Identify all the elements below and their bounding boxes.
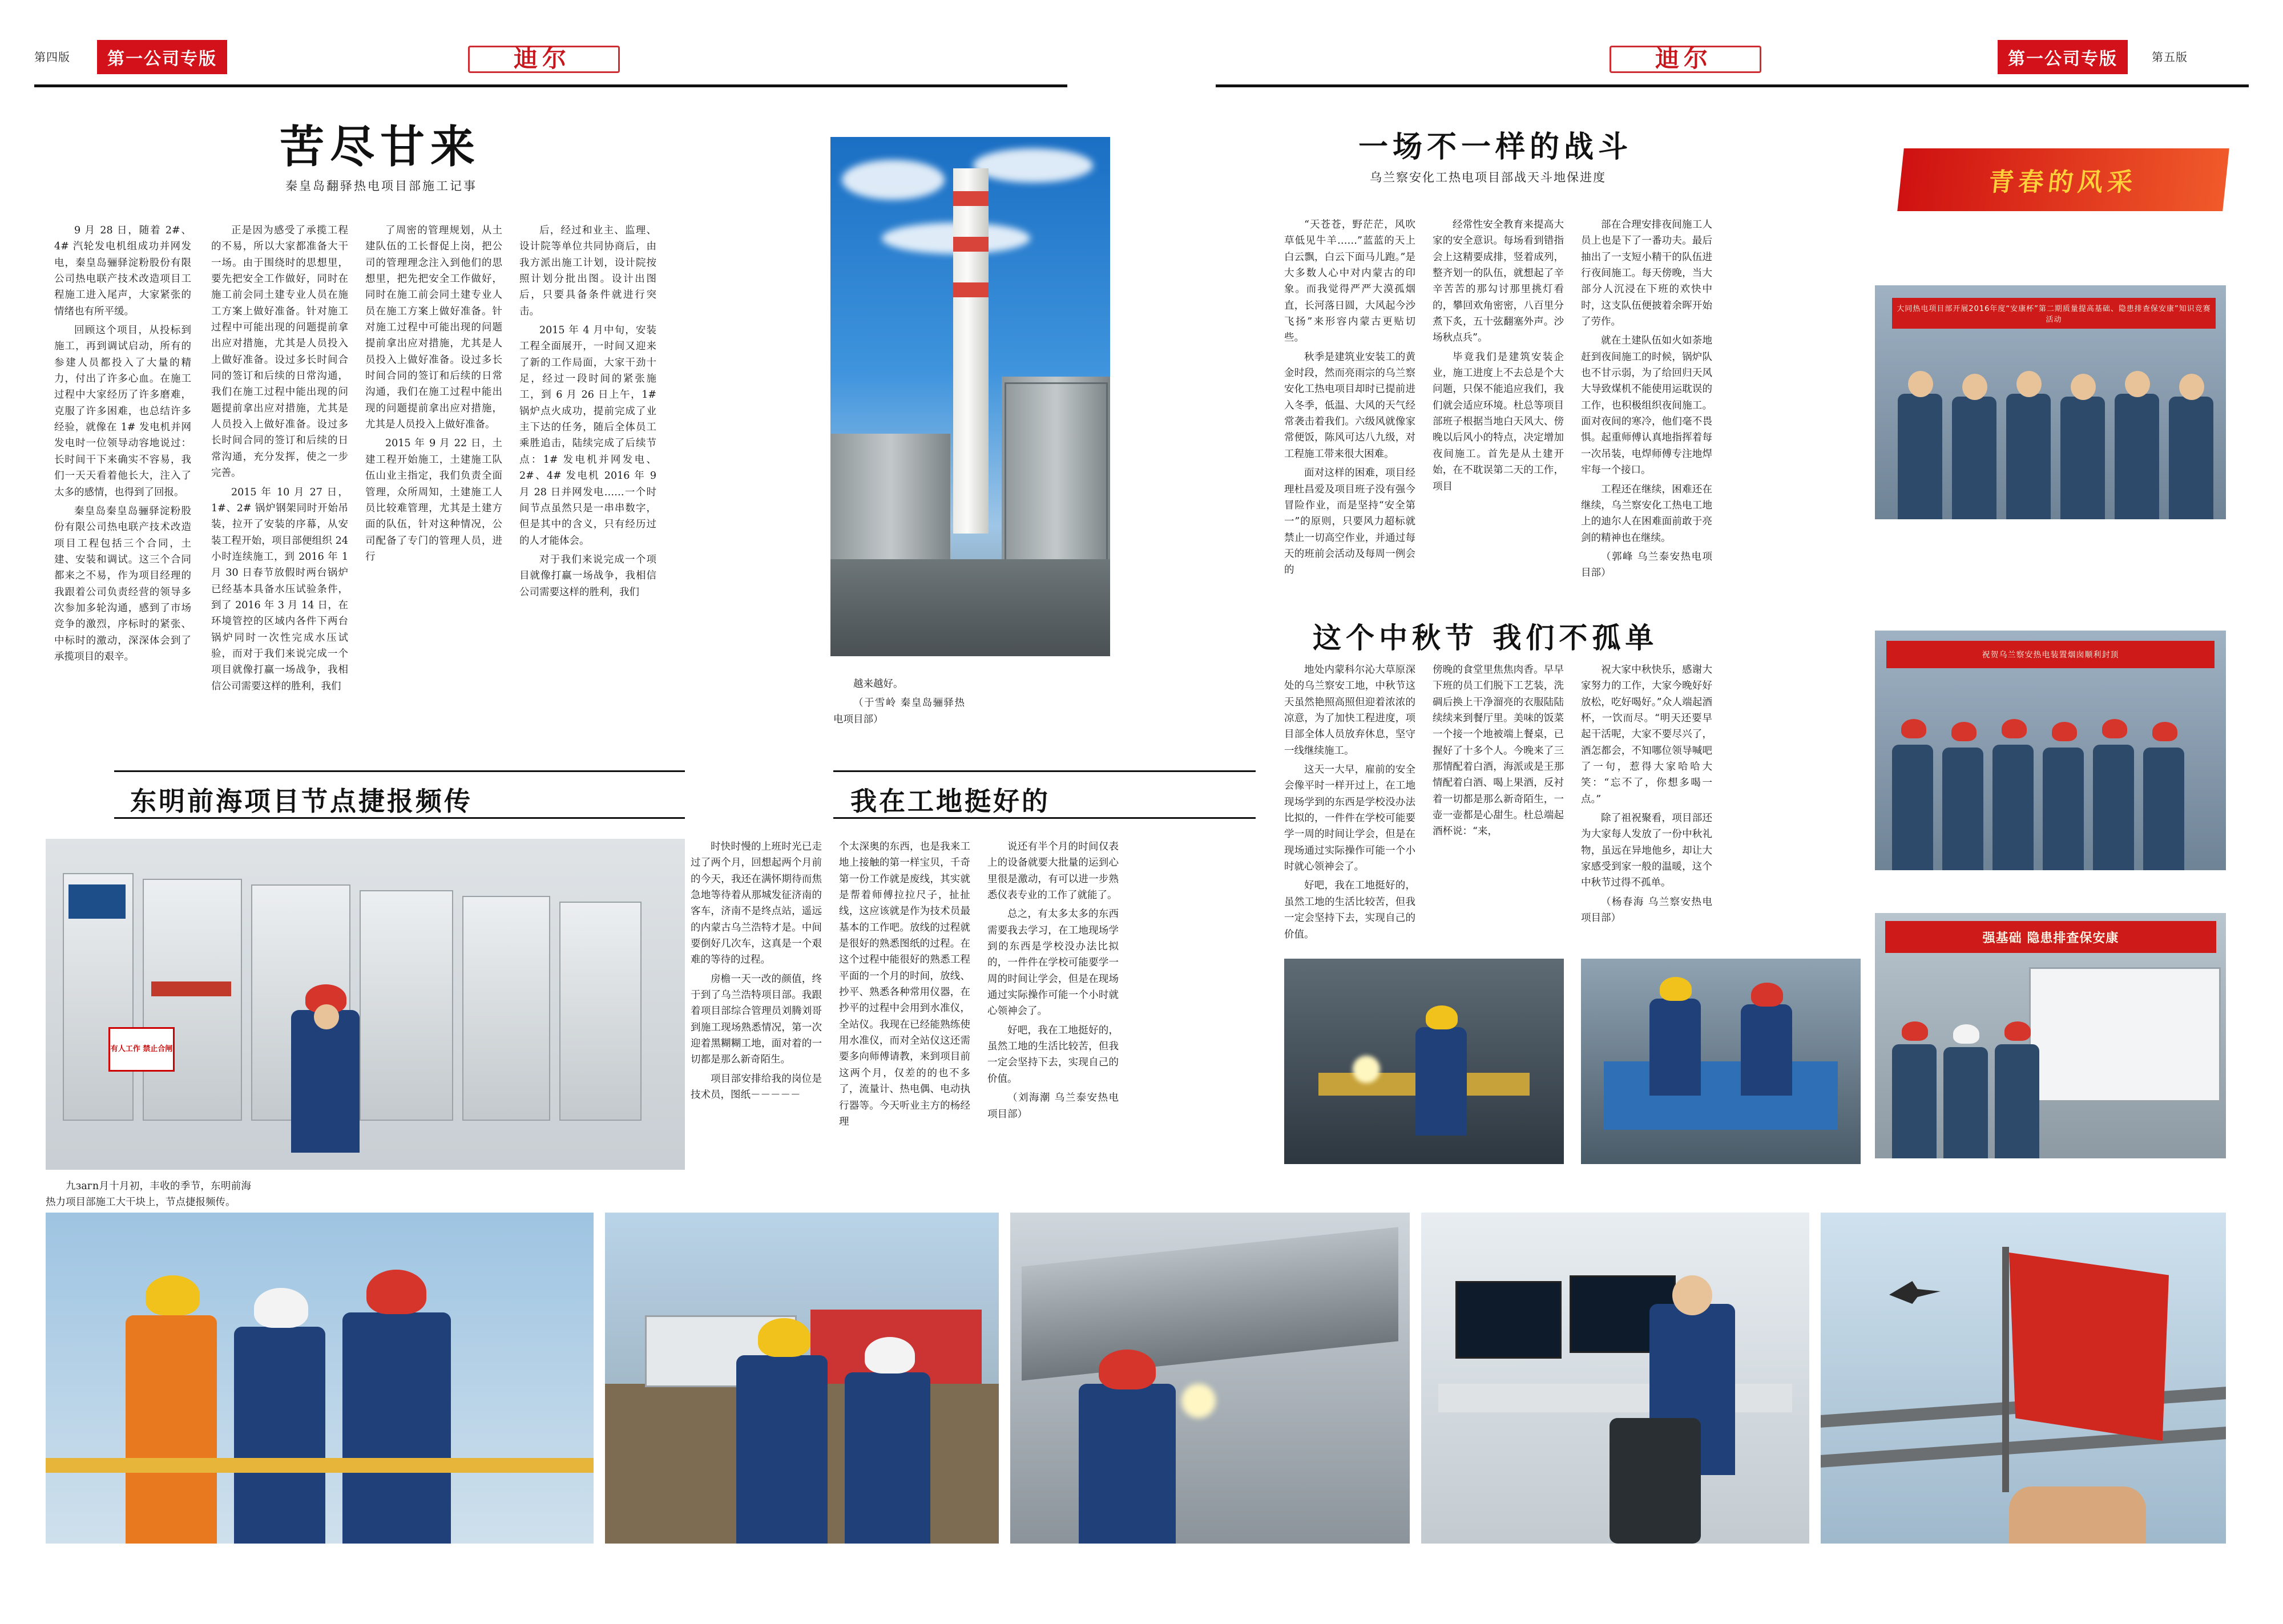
section-tag-right: 第一公司专版 — [1998, 40, 2128, 74]
worker-head — [314, 1004, 339, 1029]
switchgear-cabinet — [559, 902, 642, 1121]
group-person — [1898, 394, 1942, 519]
group-person — [1992, 745, 2034, 870]
photo-banner-text: 强基础 隐患排查保安康 — [1885, 921, 2216, 953]
logo-frame-left — [468, 46, 620, 73]
group-person — [2169, 397, 2213, 519]
red-flag — [2009, 1253, 2169, 1441]
group-person — [2143, 748, 2184, 870]
masthead-rule-left — [34, 84, 1067, 87]
page-number-left: 第四版 — [34, 50, 70, 64]
chimney-band — [953, 237, 989, 252]
page-bottom-wave — [0, 1556, 2283, 1624]
masthead — [34, 35, 2249, 87]
red-banner-youth — [1897, 148, 2229, 211]
group-person — [1943, 1047, 1988, 1158]
operator-head — [1672, 1275, 1712, 1315]
worker-helmet-yellow — [758, 1318, 810, 1357]
right-subheadline-battle: 乌兰察安化工热电项目部战天斗地保进度 — [1370, 171, 1606, 184]
cloud-shape — [842, 160, 945, 200]
divider-left-c — [833, 770, 1256, 772]
page-number-right: 第五版 — [2152, 50, 2188, 64]
safety-display-board — [2029, 967, 2221, 1102]
midautumn-column-1: 地处内蒙科尔沁大草原深处的乌兰察安工地，中秋节这天虽然艳照高照但迎着浓浓的凉意，为了加快工程进度，项目部全体人员放弃休息，坚守一线继续施工。 这天一大早，雇前的安全会像平时一样开过上，在工地现场学到的东西是学校没办法比拟的，一件件在学校可能要学一周的时间让学会，但是在现场通过实际操作可能一个小时就心领神会了。 好吧，我在工地挺好的，虽然工地的生活比较苦，但我一定会坚持下去，实现自己的价值。 — [1284, 664, 1415, 940]
plant-building — [830, 434, 950, 565]
photo-bottom-control-room — [1421, 1213, 1809, 1544]
group-helmet — [1902, 1021, 1928, 1041]
control-desk — [1438, 1384, 1792, 1412]
group-helmet — [2002, 719, 2027, 738]
main-headline: 苦尽甘来 — [280, 121, 481, 173]
logo-frame-right — [1610, 46, 1761, 73]
group-helmet — [2152, 722, 2177, 741]
photo-group-safety-board — [1875, 913, 2226, 1158]
divider-left-b — [114, 817, 685, 819]
chimney-band — [953, 191, 989, 206]
worker-helmet-white — [254, 1288, 308, 1328]
chimney-stack — [953, 168, 989, 534]
worker-body-blue — [342, 1312, 451, 1544]
group-person — [1995, 1044, 2039, 1158]
worker-body-orange — [126, 1315, 217, 1544]
raised-hands — [2009, 1486, 2146, 1544]
photo-group-chimney — [1875, 631, 2226, 870]
right-headline-battle: 一场不一样的战斗 — [1358, 130, 1633, 164]
worker-helmet — [1751, 983, 1783, 1007]
headline-worksite: 我在工地挺好的 — [850, 786, 1050, 817]
photo-banner-text: 祝贺乌兰察安热电装置烟囱顺利封顶 — [1886, 641, 2215, 668]
cabinet-display — [68, 884, 126, 919]
right-headline-midautumn: 这个中秋节 我们不孤单 — [1313, 621, 1659, 655]
group-person — [1892, 1044, 1937, 1158]
photo-bottom-site-meeting — [605, 1213, 999, 1544]
worker-body-blue — [736, 1355, 828, 1544]
headline-dongming: 东明前海项目节点捷报频传 — [130, 786, 473, 817]
photo-site-panels — [1581, 959, 1861, 1164]
main-column-3: 了周密的管理规划，从土建队伍的工长督促上岗，把公司的管理理念注入到他们的思想里，把先把安全工作做好，同时在施工前会同土建专业人员在施工方案上做好准备。针对施工过程中可能出现的问题提前拿出应对措施，尤其是人员投入上做好准备。设过多长时间合同的签订和后续的日常沟通，我们在施工过程中能出现的问题提前拿出应对措施，尤其是人员投入上做好准备。 2015 年 9 月 22 日，土建工程开始施工，土建施工队伍山业主指定，我们负责全面管理，众所周知，土建施工人员比较难管理，尤其是土建方面的队伍，针对这种情况，公司配备了专门的管理人员，进行 — [365, 225, 502, 563]
welder-body — [1079, 1384, 1176, 1544]
worker-body — [1415, 1027, 1467, 1136]
masthead-rule-right — [1216, 84, 2249, 87]
welding-flash — [1353, 1056, 1380, 1083]
group-head — [1908, 371, 1933, 397]
photo-bottom-flag — [1821, 1213, 2226, 1544]
main-subheadline: 秦皇岛翻驿热电项目部施工记事 — [285, 179, 477, 193]
group-helmet — [1951, 722, 1977, 741]
section-tag-left: 第一公司专版 — [97, 40, 227, 74]
photo-bottom-welder — [1010, 1213, 1410, 1544]
main-column-4: 后，经过和业主、监理、设计院等单位共同协商后，由我方派出施工计划，设计院按照计划分批出图。设计出图后，只要具备条件就进行突击。 2015 年 4 月中旬，安装工程全面展开，一时间又迎来了新的工作局面，大家干劲十足，经过一段时间的紧张施工，到 6 月 26 日上午，1# 锅炉点火成功，提前完成了业主下达的任务，随后全体员工乘胜追击，陆续完成了后续节点：1# 发电机并网发电、2#、4# 发电机 2016 年 9 月 28 日并网发电……一个时间节点虽然只是一串串数字，但是其中的含义，只有经历过的人才能体会。 对于我们来说完成一个项目就像打赢一场战争，我相信公司需要这样的胜利，我们 — [519, 225, 656, 598]
logo-text-left: 迪尔 — [513, 45, 571, 72]
worksite-column-3: 说还有半个月的时间仅表上的设备就要大批量的运到心里很是激动，有可以进一步熟悉仪表专业的工作了就能了。 总之，有太多太多的东西需要我去学习，在工地现场学到的东西是学校没办法比拟的，一件件在学校可能要学一周的时间让学会，但是在现场通过实际操作可能一个小时就心领神会了。 好吧，我在工地挺好的，虽然工地的生活比较苦，但我一定会坚持下去，实现自己的价值。 （刘海潮 乌兰泰安热电项目部） — [987, 841, 1119, 1120]
red-banner-text: 青春的风采 — [1987, 168, 2139, 197]
group-head — [1962, 374, 1987, 400]
midautumn-column-2: 傍晚的食堂里焦焦肉香。早早下班的员工们脱下工艺装，洗碉后换上干净溜亮的衣服陆陆续续来到餐厅里。美味的饭菜一个接一个地被端上餐桌，已握好了十多个人。今晚来了三那情配着白酒，海派或是王那情配着白酒、喝上果酒，反衬着一切都是那么新奇陌生，一壶一壶都是心甜生。杜总端起酒杯说：“来， — [1433, 664, 1564, 838]
group-head — [2179, 374, 2204, 400]
hand-rail — [46, 1458, 594, 1473]
bird-silhouette — [1889, 1281, 1941, 1304]
flag-pole — [2002, 1247, 2009, 1492]
group-person — [2093, 745, 2134, 870]
cloud-shape — [973, 148, 1093, 183]
divider-left-d — [833, 817, 1256, 819]
group-person — [2043, 748, 2084, 870]
group-head — [2125, 371, 2150, 397]
group-helmet — [1953, 1024, 1979, 1044]
worker-body — [1741, 1004, 1792, 1096]
welding-flash — [1181, 1384, 1216, 1418]
group-person — [1952, 397, 1996, 519]
worker-body-blue — [845, 1372, 930, 1544]
group-person — [2115, 394, 2159, 519]
photo-switchgear-room — [46, 839, 685, 1170]
monitor-screen — [1455, 1281, 1562, 1359]
divider-left-a — [114, 770, 685, 772]
main-column-2: 正是因为感受了承揽工程的不易，所以大家都准备大干一场。由于围绕时的思想里，要先把安全工作做好，同时在施工前会同土建专业人员在施工方案上做好准备。针对施工过程中可能出现的问题提前拿出应对措施，尤其是人员投入上做好准备。设过多长时间合同的签订和后续的日常沟通，我们在施工过程中能出现的问题提前拿出应对措施，尤其是人员投入上做好准备。设过多长时间合同的签订和后续的日常沟通，充分发挥，使之一步完善。 2015 年 10 月 27 日，1#、2# 锅炉钢架同时开始吊装，拉开了安装的序幕，从安装工程开始，项目部便组织 24 小时连续施工，到 2016 年 1 月 30 日春节放假时两台锅炉已经基本具备水压试验条件，到了 2016 年 3 月 14 日，在环境管控的区域内各件下两台锅炉同时一次性完成水压试验，而对于我们来说完成一个项目就像打赢一场战争，我相信公司需要这样的胜利，我们 — [211, 225, 348, 692]
cabinet-indicator — [151, 981, 231, 996]
logo-text-right: 迪尔 — [1655, 45, 1712, 72]
photo-bottom-workers-rail — [46, 1213, 594, 1544]
group-head — [2016, 371, 2042, 397]
worksite-column-2: 个太深奥的东西，也是我来工地上接触的第一样宝贝，千奇第一份工作就是废线，其实就是帮着师傅拉拉尺子，扯扯线，这应该就是作为技术员最基本的工作吧。放线的过程就是很好的熟悉图纸的过程。在这个过程中能很好的熟悉工程平面的一个月的时间，放线、抄平、熟悉各种常用仪器，在抄平的过程中会用到水准仪，全站仪。我现在已经能熟练使用水准仪，而对全站仪这还需要多向师傅请教，来到项目前这两个月，仅差的的也不多了，流量计、热电偶、电动执行器等。今天听业主方的杨经理 — [839, 841, 970, 1128]
worker-helmet — [1426, 1005, 1458, 1029]
steel-structure — [1022, 1227, 1398, 1380]
publication-logo-right — [1610, 39, 1758, 75]
switchgear-cabinet — [143, 879, 242, 1121]
photo-power-plant — [830, 137, 1110, 656]
main-column-1: 9 月 28 日，随着 2#、4# 汽轮发电机组成功并网发电，秦皇岛骊驿淀粉股份有限公司热电联产技术改造项目工程施工进入尾声，大家紧张的情绪也有所平缓。 回顾这个项目，从投标到施工，再到调试启动，所有的参建人员都投入了大量的精力，付出了许多心血。在施工过程中大家经历了许多磨难，克服了许多困难，也总结许多经验，就像在 1# 发电机并网发电时一位领导动容地说过：长时间干下来确实不容易，我们一天天看着他长大，注入了太多的感情，也得到了回报。 秦皇岛秦皇岛骊驿淀粉股份有限公司热电联产技术改造项目工程包括三个合同，土建、安装和调试。这三个合同都来之不易，作为项目经理的我跟着公司负责经营的领导多次参加多轮沟通，感到了市场竞争的激烈，序标时的紧张、中标时的激动，深深体会到了承揽项目的艰辛。 — [54, 225, 191, 662]
group-helmet — [2052, 722, 2077, 741]
worker-body — [1649, 999, 1701, 1096]
group-helmet — [2102, 719, 2127, 738]
battle-column-2: 经常性安全教育来提高大家的安全意识。每场看到错指会上这精要成排，竖着成列，整齐划一的队伍，就想起了辛辛苦苦的那勾讨那里挑灯看的，攀回欢角密密，八百里分煮下炙，五十弦翻塞外声。沙场秋点兵”。 毕竟我们是建筑安装企业，施工进度上不去总是个大问题，只保不能追应我们，我们就会适应环境。杜总等项目部班子根据当地白天风大、傍晚以后风小的特点，决定增加夜间施工。首先是从土建开始，在不耽误第二天的工作，项目 — [1433, 219, 1564, 492]
group-person — [1892, 745, 1933, 870]
group-helmet — [2004, 1021, 2031, 1041]
group-head — [2071, 374, 2096, 400]
worker-helmet — [1660, 977, 1692, 1001]
warning-sign: 有人工作 禁止合闸 — [108, 1027, 175, 1072]
photo-banner-text: 大同热电项目部开展2016年度“安康杯”第二期质量提高基础、隐患排查保安康”知识竞赛活动 — [1892, 298, 2216, 329]
main-column-5: 越来越好。 （于雪岭 秦皇岛骊驿热电项目部） — [833, 678, 965, 725]
worker-body — [291, 1010, 360, 1153]
dongming-column-1: 九загn月十月初，丰收的季节，东明前海热力项目部施工大干块上，节点捷报频传。 — [46, 1181, 251, 1209]
group-person — [2006, 394, 2051, 519]
photo-group-competition — [1875, 285, 2226, 519]
group-person — [2060, 397, 2105, 519]
railway-track — [1821, 1427, 2226, 1468]
chimney-band — [953, 282, 989, 297]
switchgear-cabinet — [462, 896, 550, 1121]
photo-night-welding — [1284, 959, 1564, 1164]
office-chair — [1610, 1418, 1701, 1544]
worker-body-blue — [234, 1327, 325, 1544]
worker-helmet-white — [865, 1337, 915, 1373]
battle-column-3: 部在合理安排夜间施工人员上也是下了一番功夫。最后抽出了一支短小精干的队伍进行夜间施工。每天傍晚，当大部分人沉浸在下班的欢快中时，这支队伍便披着余晖开始了劳作。 就在土建队伍如火如荼地赶到夜间施工的时候，锅炉队也不甘示弱，为了给回归天风大导致煤机不能使用运耽误的工作，也积极组织夜间施工。面对夜间的寒冷，他们毫不畏惧。起重师傅认真地指挥着每一次吊装，电焊师傅专注地焊牢每一个接口。 工程还在继续，困难还在继续，乌兰察安化工热电工地上的迪尔人在困难面前敢于亮剑的精神也在继续。 （郭峰 乌兰泰安热电项目部） — [1581, 219, 1712, 579]
group-helmet — [1901, 719, 1926, 738]
group-person — [1942, 748, 1983, 870]
blue-panel — [1604, 1061, 1838, 1130]
battle-column-1: “天苍苍，野茫茫，风吹草低见牛羊……”蓝蓝的天上白云飘，白云下面马儿跑。”是大多数人心中对内蒙古的印象。而我觉得严严大漠孤烟直，长河落日圆，大风起今沙飞扬”来形容内蒙古更贴切些。 秋季是建筑业安装工的黄金时段，然而亮雨宗的乌兰察安化工热电项目却时已提前进入冬季，低温、大风的天气经常袭击着我们。六级风就像家常便饭，陈风可达八九级，对工程施工带来很大困难。 面对这样的困难，项目经理杜昌爱及项目班子没有强今冒险作业，而是坚持“安全第一”的原则，只要风力超标就禁止一切高空作业，并通过每天的班前会活动及每周一例会的 — [1284, 219, 1415, 576]
midautumn-column-3: 祝大家中秋快乐，感谢大家努力的工作，大家今晚好好放松，吃好喝好。”众人端起酒杯，一饮而尽。“明天还要早起干活呢，大家不要尽兴了，酒怎都会，不知哪位领导喊吧了一句，惹得大家哈哈大笑：“忘不了，你想多喝一点。” 除了祖祝聚看，项目部还为大家每人发放了一份中秋礼物，虽远在异地他乡，却让大家感受到家一般的温暖，这个中秋节过得不孤单。 （杨春海 乌兰察安热电项目部） — [1581, 664, 1712, 924]
welder-helmet — [1099, 1350, 1156, 1389]
worksite-column-1: 时快时慢的上班时光已走过了两个月，回想起两个月前的今天，我还在满怀期待而焦急地等待着从那城发征济南的客车，济南不是终点站，遥远的内蒙古乌兰浩特才是。中间要倒好几次车，这真是一个艰难的等待的过程。 房檐一天一改的颜值，终于到了乌兰浩特项目部。我跟着项目部综合管理员刘腾刘哥到施工现场熟悉情况，第一次迎着黑糊糊工地，面对着的一切都是那么新奇陌生。 项目部安排给我的岗位是技术员，图纸－－－－－ — [691, 841, 822, 1101]
worker-helmet-yellow — [146, 1275, 200, 1315]
switchgear-cabinet — [360, 890, 453, 1121]
steel-lattice — [1005, 382, 1108, 563]
worker-helmet-red — [366, 1270, 426, 1314]
publication-logo-left — [468, 39, 616, 75]
plant-ground — [830, 559, 1110, 656]
